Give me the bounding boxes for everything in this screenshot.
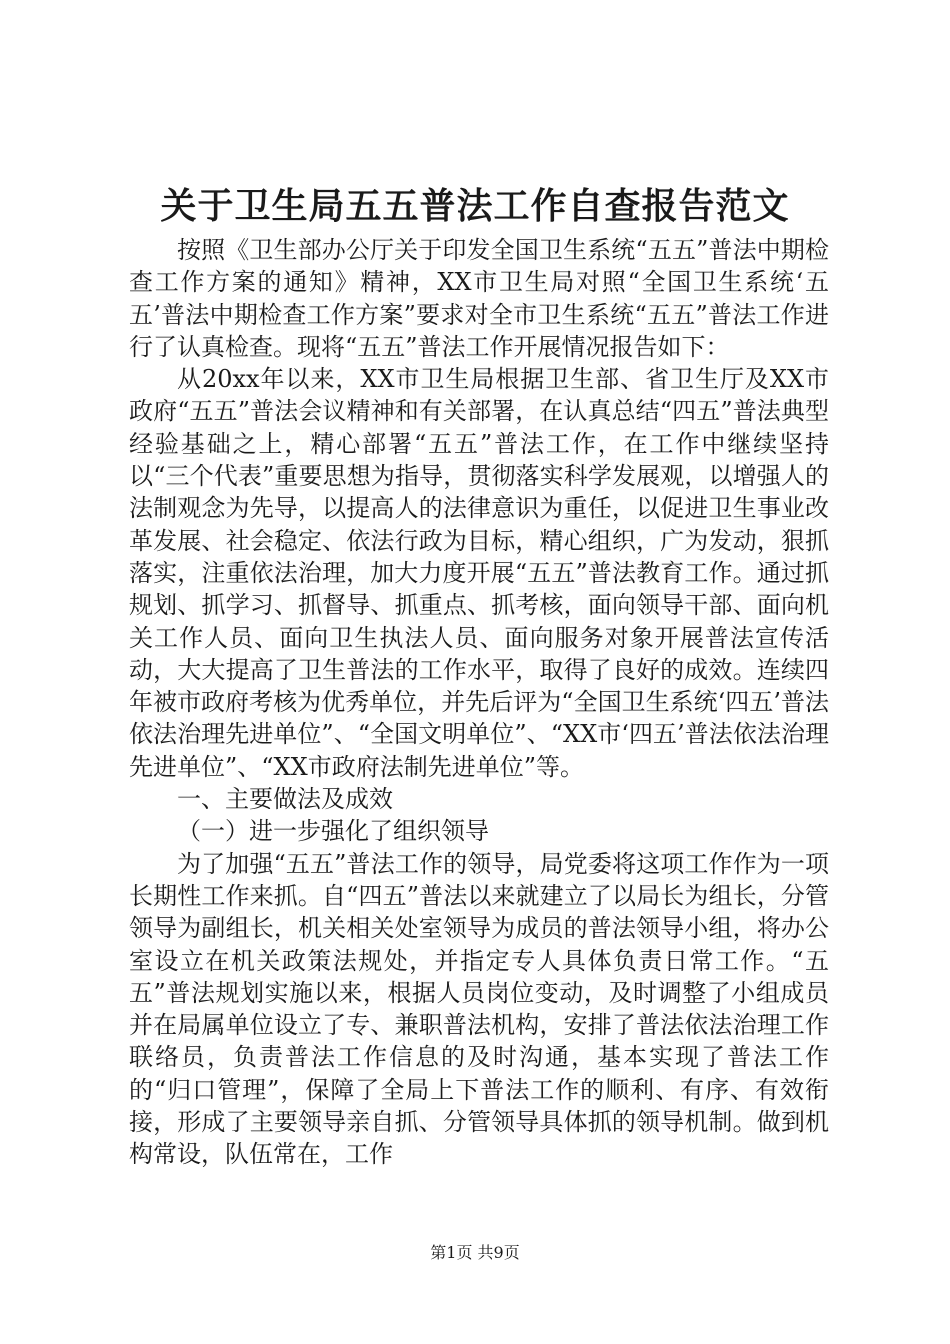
document-title: 关于卫生局五五普法工作自查报告范文	[160, 185, 790, 227]
paragraph-intro: 按照《卫生部办公厅关于印发全国卫生系统“五五”普法中期检查工作方案的通知》精神，XX市卫生局对照“全国卫生系统‘五五’普法中期检查工作方案”要求对全市卫生系统“五五”普法工作进行了认真检查。现将“五五”普法工作开展情况报告如下：	[129, 236, 829, 361]
section-heading-1: 一、主要做法及成效	[177, 785, 393, 814]
document-body	[129, 234, 829, 1171]
paragraph-organization: 为了加强“五五”普法工作的领导，局党委将这项工作作为一项长期性工作来抓。自“四五”普法以来就建立了以局长为组长，分管领导为副组长，机关相关处室领导为成员的普法领导小组，将办公室设立在机关政策法规处，并指定专人具体负责日常工作。“五五”普法规划实施以来，根据人员岗位变动，及时调整了小组成员并在局属单位设立了专、兼职普法机构，安排了普法依法治理工作联络员，负责普法工作信息的及时沟通，基本实现了普法工作的“归口管理”，保障了全局上下普法工作的顺利、有序、有效衔接，形成了主要领导亲自抓、分管领导具体抓的领导机制。做到机构常设，队伍常在，工作	[129, 849, 829, 1169]
subsection-heading-1: （一）进一步强化了组织领导	[177, 817, 489, 846]
paragraph-overview: 从20xx年以来，XX市卫生局根据卫生部、省卫生厅及XX市政府“五五”普法会议精神和有关部署，在认真总结“四五”普法典型经验基础之上，精心部署“五五”普法工作，在工作中继续坚持以“三个代表”重要思想为指导，贯彻落实科学发展观，以增强人的法制观念为先导，以提高人的法律意识为重任，以促进卫生事业改革发展、社会稳定、依法行政为目标，精心组织，广为发动，狠抓落实，注重依法治理，加大力度开展“五五”普法教育工作。通过抓规划、抓学习、抓督导、抓重点、抓考核，面向领导干部、面向机关工作人员、面向卫生执法人员、面向服务对象开展普法宣传活动，大大提高了卫生普法的工作水平，取得了良好的成效。连续四年被市政府考核为优秀单位，并先后评为“全国卫生系统‘四五’普法依法治理先进单位”、“全国文明单位”、“XX市‘四五’普法依法治理先进单位”、“XX市政府法制先进单位”等。	[129, 365, 829, 781]
page-footer: 第1页 共9页	[430, 1243, 520, 1262]
